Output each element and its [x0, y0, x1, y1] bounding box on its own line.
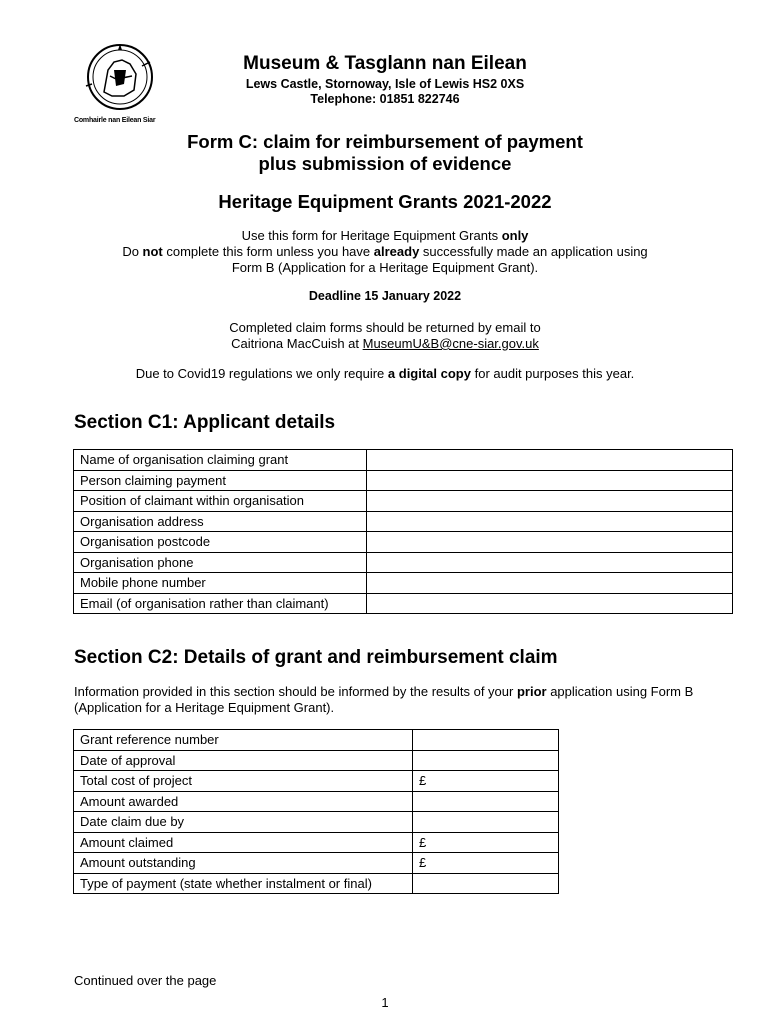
grant-field-value[interactable]: £: [413, 771, 559, 792]
applicant-field-label: Organisation postcode: [74, 532, 367, 553]
return-text-part: Caitriona MacCuish at: [231, 336, 363, 351]
intro-text-part: Use this form for Heritage Equipment Grants: [241, 228, 502, 243]
deadline: Deadline 15 January 2022: [308, 289, 462, 303]
applicant-row: [74, 532, 733, 553]
grant-field-label: Type of payment (state whether instalment or final): [74, 873, 413, 894]
section-c2-intro: [74, 684, 694, 716]
grant-field-value[interactable]: £: [413, 832, 559, 853]
applicant-field-value[interactable]: [367, 593, 733, 614]
organisation-telephone: Telephone: 01851 822746: [310, 92, 460, 106]
section-c2-title: Section C2: Details of grant and reimbursement claim: [74, 647, 558, 668]
organisation-address: Lews Castle, Stornoway, Isle of Lewis HS2 0XS: [245, 77, 525, 91]
intro-emphasis: only: [501, 228, 529, 243]
grants-title: Heritage Equipment Grants 2021-2022: [218, 191, 552, 212]
grant-field-label: Date claim due by: [74, 812, 413, 833]
intro-text-part: complete this form unless you have: [162, 244, 374, 259]
return-instructions: [0, 320, 770, 352]
applicant-field-value[interactable]: [367, 470, 733, 491]
c2-intro-text-part: application using Form B (Application for a Heritage Equipment Grant).: [74, 684, 694, 715]
return-line-1: Completed claim forms should be returned by email to: [229, 320, 541, 335]
applicant-field-value[interactable]: [367, 552, 733, 573]
grant-row: [74, 873, 559, 894]
email-link[interactable]: MuseumU&B@cne-siar.gov.uk: [362, 336, 539, 351]
grant-row: [74, 832, 559, 853]
applicant-row: [74, 573, 733, 594]
grant-field-label: Amount awarded: [74, 791, 413, 812]
grant-field-value[interactable]: [413, 812, 559, 833]
grant-details-table: [73, 729, 559, 894]
applicant-field-label: Person claiming payment: [74, 470, 367, 491]
form-title-line-1: Form C: claim for reimbursement of payment: [187, 131, 583, 152]
applicant-field-value[interactable]: [367, 511, 733, 532]
covid-emphasis: a digital copy: [387, 366, 471, 381]
applicant-field-label: Email (of organisation rather than claimant): [74, 593, 367, 614]
section-c1-title: Section C1: Applicant details: [74, 412, 336, 433]
covid-notice: [0, 366, 770, 381]
intro-text-part: successfully made an application using: [419, 244, 648, 259]
grant-row: [74, 853, 559, 874]
applicant-field-value[interactable]: [367, 573, 733, 594]
c2-intro-text-part: Information provided in this section should be informed by the results of your: [74, 684, 517, 699]
grant-field-label: Amount claimed: [74, 832, 413, 853]
grant-row: [74, 730, 559, 751]
continued-note: Continued over the page: [74, 973, 217, 988]
covid-text-part: Due to Covid19 regulations we only require: [135, 366, 388, 381]
grant-row: [74, 812, 559, 833]
applicant-field-label: Position of claimant within organisation: [74, 491, 367, 512]
form-title: [0, 131, 770, 175]
applicant-row: [74, 593, 733, 614]
applicant-field-label: Organisation address: [74, 511, 367, 532]
page-number: 1: [381, 995, 389, 1010]
applicant-field-label: Name of organisation claiming grant: [74, 450, 367, 471]
applicant-row: [74, 491, 733, 512]
grant-field-label: Grant reference number: [74, 730, 413, 751]
applicant-row: [74, 450, 733, 471]
grant-field-value[interactable]: £: [413, 853, 559, 874]
return-line-2: [0, 336, 770, 352]
intro-line-1: [0, 228, 770, 244]
intro-text: [0, 228, 770, 276]
applicant-field-value[interactable]: [367, 491, 733, 512]
applicant-row: [74, 470, 733, 491]
intro-emphasis: already: [373, 244, 420, 259]
grant-row: [74, 771, 559, 792]
organisation-name: Museum & Tasglann nan Eilean: [243, 53, 527, 74]
applicant-field-value[interactable]: [367, 450, 733, 471]
grant-field-label: Amount outstanding: [74, 853, 413, 874]
logo-caption: Comhairle nan Eilean Siar: [74, 117, 156, 124]
covid-text-part: for audit purposes this year.: [470, 366, 635, 381]
intro-line-3: Form B (Application for a Heritage Equipment Grant).: [231, 260, 539, 275]
applicant-field-label: Organisation phone: [74, 552, 367, 573]
grant-row: [74, 750, 559, 771]
grant-field-value[interactable]: [413, 791, 559, 812]
grant-field-value[interactable]: [413, 750, 559, 771]
applicant-row: [74, 511, 733, 532]
applicant-field-value[interactable]: [367, 532, 733, 553]
grant-row: [74, 791, 559, 812]
c2-intro-emphasis: prior: [516, 684, 547, 699]
grant-field-label: Total cost of project: [74, 771, 413, 792]
grant-field-label: Date of approval: [74, 750, 413, 771]
intro-emphasis: not: [142, 244, 163, 259]
form-title-line-2: plus submission of evidence: [258, 153, 512, 174]
intro-line-2: [0, 244, 770, 260]
applicant-details-table: [73, 449, 733, 614]
applicant-row: [74, 552, 733, 573]
intro-text-part: Do: [122, 244, 143, 259]
grant-field-value[interactable]: [413, 730, 559, 751]
applicant-field-label: Mobile phone number: [74, 573, 367, 594]
grant-field-value[interactable]: [413, 873, 559, 894]
